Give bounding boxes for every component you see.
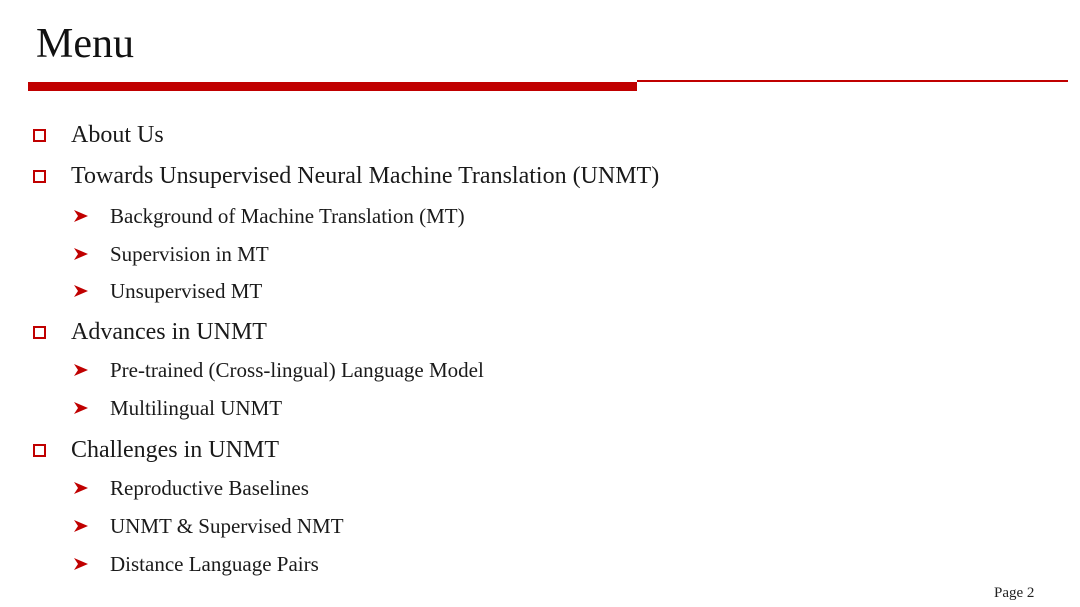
square-bullet-icon (33, 129, 46, 142)
square-bullet-icon (33, 326, 46, 339)
square-bullet-icon (33, 444, 46, 457)
arrow-bullet-icon (73, 401, 89, 415)
menu-item-label: Distance Language Pairs (110, 551, 319, 576)
menu-section (33, 317, 267, 347)
arrow-bullet-icon (73, 519, 89, 533)
menu-section (33, 435, 279, 465)
square-bullet-icon (33, 170, 46, 183)
menu-item-label: Pre-trained (Cross-lingual) Language Model (110, 357, 484, 382)
menu-item (73, 202, 465, 230)
menu-item-label: Background of Machine Translation (MT) (110, 203, 465, 228)
menu-section-label: About Us (71, 121, 164, 148)
arrow-bullet-icon (73, 557, 89, 571)
arrow-bullet-icon (73, 363, 89, 377)
menu-section-label: Advances in UNMT (71, 318, 267, 345)
menu-item-label: Reproductive Baselines (110, 475, 309, 500)
menu-section-label: Towards Unsupervised Neural Machine Translation (UNMT) (71, 162, 660, 189)
menu-item (73, 394, 282, 422)
menu-item-label: Multilingual UNMT (110, 395, 283, 420)
page-number: Page 2 (994, 585, 1035, 601)
menu-item (73, 277, 262, 305)
menu-item-label: UNMT & Supervised NMT (110, 513, 344, 538)
arrow-bullet-icon (73, 209, 89, 223)
menu-item (73, 512, 344, 540)
menu-section-label: Challenges in UNMT (71, 436, 279, 463)
menu-item-label: Unsupervised MT (110, 278, 263, 303)
menu-item (73, 356, 484, 384)
slide-title: Menu (36, 21, 134, 67)
menu-section (33, 161, 659, 191)
arrow-bullet-icon (73, 284, 89, 298)
arrow-bullet-icon (73, 247, 89, 261)
arrow-bullet-icon (73, 481, 89, 495)
menu-item-label: Supervision in MT (110, 241, 269, 266)
menu-section (33, 120, 164, 150)
menu-item (73, 474, 309, 502)
menu-item (73, 550, 319, 578)
menu-item (73, 240, 269, 268)
